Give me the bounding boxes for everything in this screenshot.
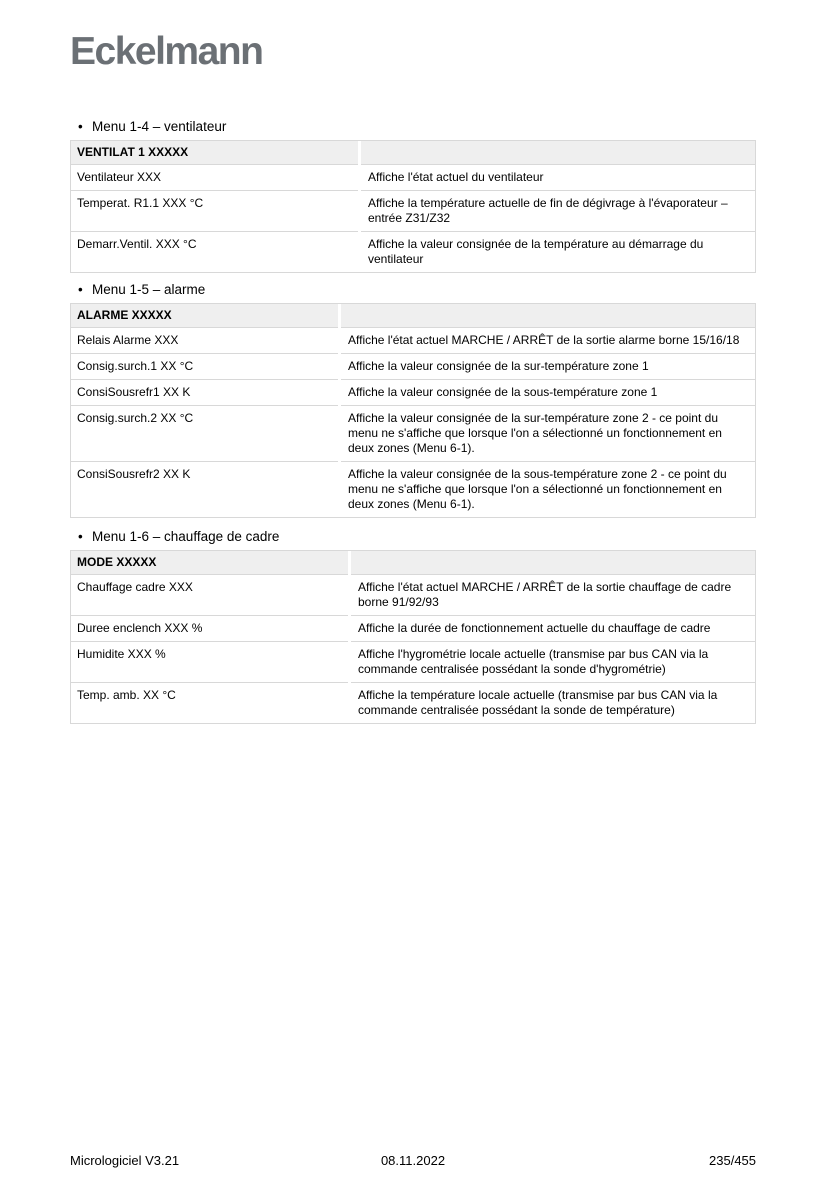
param-cell: Demarr.Ventil. XXX °C <box>77 237 197 251</box>
table-row <box>71 354 755 380</box>
menu-table-alarme <box>70 303 756 518</box>
param-cell: Consig.surch.1 XX °C <box>71 354 338 380</box>
bullet-icon: • <box>78 119 83 134</box>
desc-cell: Affiche la valeur consignée de la sur-température zone 1 <box>341 354 755 380</box>
section-heading-label: Menu 1-6 – chauffage de cadre <box>92 529 280 544</box>
table-header-cell: VENTILAT 1 XXXXX <box>71 141 358 165</box>
table-header-row <box>71 304 755 328</box>
section-heading <box>70 118 756 135</box>
table-row <box>71 328 755 354</box>
param-cell: Relais Alarme XXX <box>71 328 338 354</box>
param-cell: Chauffage cadre XXX <box>71 575 348 616</box>
document-page <box>0 32 827 724</box>
section-menu-1-4 <box>70 118 756 273</box>
table-row <box>71 616 755 642</box>
section-heading-label: Menu 1-5 – alarme <box>92 282 206 297</box>
table-row <box>71 232 755 272</box>
bullet-icon: • <box>78 282 83 297</box>
desc-cell: Affiche la valeur consignée de la température au démarrage du ventilateur <box>368 237 704 266</box>
table-row <box>71 165 755 191</box>
bullet-icon: • <box>78 529 83 544</box>
param-cell: ConsiSousrefr2 XX K <box>77 467 191 481</box>
table-header-row <box>71 141 755 165</box>
footer-page-number: 235/455 <box>709 1153 757 1168</box>
table-header-cell-empty <box>341 304 755 328</box>
desc-cell: Affiche la valeur consignée de la sous-température zone 1 <box>341 380 755 406</box>
page-footer <box>70 1153 756 1169</box>
table-row <box>71 642 755 683</box>
desc-cell: Affiche l'hygrométrie locale actuelle (transmise par bus CAN via la commande centralisée possédant la sonde d'hygrométrie) <box>351 642 755 683</box>
desc-cell: Affiche la valeur consignée de la sous-température zone 2 - ce point du menu ne s'affiche que lorsque l'on a sélectionné un fonctionnement en deux zones (Menu 6-1). <box>348 467 727 511</box>
section-heading-label: Menu 1-4 – ventilateur <box>92 119 227 134</box>
table-row <box>71 575 755 616</box>
desc-cell: Affiche la température locale actuelle (transmise par bus CAN via la commande centralisée possédant la sonde de température) <box>358 688 718 717</box>
desc-cell: Affiche l'état actuel du ventilateur <box>361 165 755 191</box>
param-cell: ConsiSousrefr1 XX K <box>71 380 338 406</box>
section-menu-1-5 <box>70 281 756 518</box>
desc-cell: Affiche l'état actuel MARCHE / ARRÊT de la sortie chauffage de cadre borne 91/92/93 <box>351 575 755 616</box>
table-row <box>71 406 755 462</box>
desc-cell: Affiche la valeur consignée de la sur-température zone 2 - ce point du menu ne s'affiche que lorsque l'on a sélectionné un fonctionnement en deux zones (Menu 6-1). <box>341 406 755 462</box>
table-row <box>71 462 755 517</box>
table-header-row <box>71 551 755 575</box>
section-menu-1-6 <box>70 528 756 724</box>
param-cell: Duree enclench XXX % <box>71 616 348 642</box>
param-cell: Temp. amb. XX °C <box>77 688 176 702</box>
section-heading <box>70 281 756 298</box>
table-header-cell-empty <box>361 141 755 165</box>
desc-cell: Affiche la durée de fonctionnement actuelle du chauffage de cadre <box>351 616 755 642</box>
table-row <box>71 683 755 723</box>
footer-firmware-version: Micrologiciel V3.21 <box>70 1153 180 1168</box>
section-heading <box>70 528 756 545</box>
desc-cell: Affiche l'état actuel MARCHE / ARRÊT de la sortie alarme borne 15/16/18 <box>341 328 755 354</box>
param-cell: Temperat. R1.1 XXX °C <box>71 191 358 232</box>
table-row <box>71 191 755 232</box>
footer-date: 08.11.2022 <box>380 1153 446 1168</box>
eckelmann-logo: Eckelmann <box>70 30 263 73</box>
param-cell: Humidite XXX % <box>71 642 348 683</box>
param-cell: Consig.surch.2 XX °C <box>71 406 338 462</box>
table-header-cell: ALARME XXXXX <box>71 304 338 328</box>
desc-cell: Affiche la température actuelle de fin de dégivrage à l'évaporateur – entrée Z31/Z32 <box>361 191 755 232</box>
table-header-cell: MODE XXXXX <box>71 551 348 575</box>
table-row <box>71 380 755 406</box>
menu-table-ventilateur <box>70 140 756 273</box>
param-cell: Ventilateur XXX <box>71 165 358 191</box>
table-header-cell-empty <box>351 551 755 575</box>
menu-table-chauffage <box>70 550 756 724</box>
